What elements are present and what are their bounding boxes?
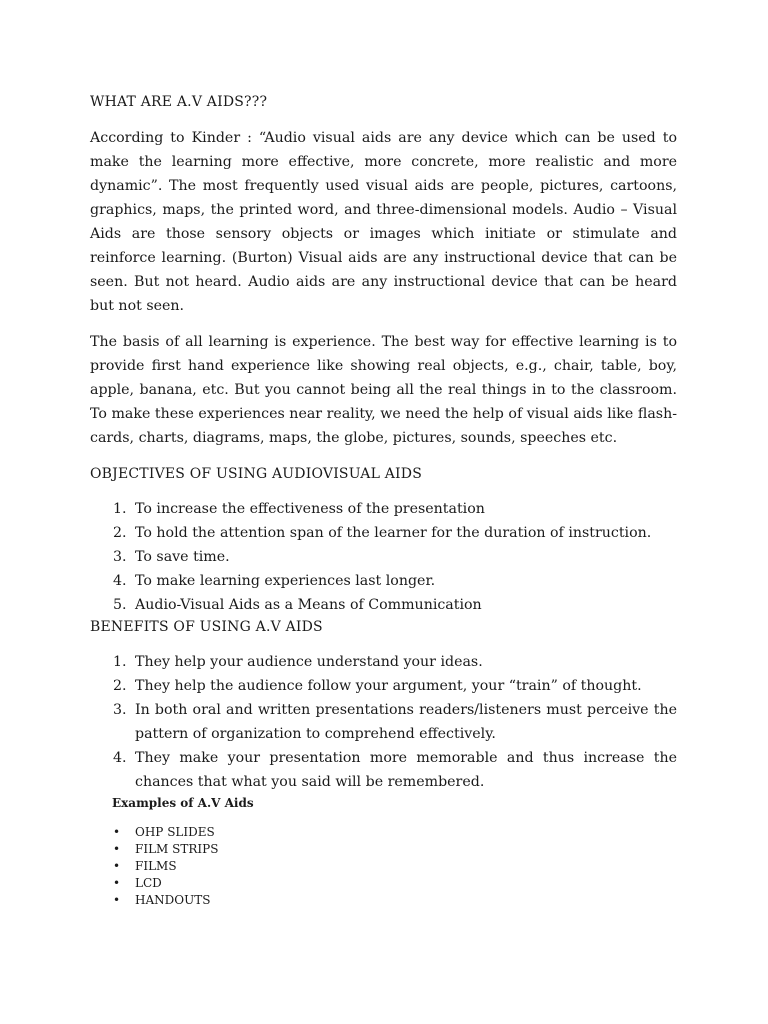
document-page	[90, 92, 677, 909]
example-item	[90, 892, 677, 909]
benefit-text: They help the audience follow your argument, your “train” of thought.	[135, 678, 642, 694]
example-text: HANDOUTS	[135, 893, 211, 907]
objective-text: Audio-Visual Aids as a Means of Communication	[135, 597, 482, 613]
bullet-icon: •	[113, 859, 121, 873]
benefit-item	[90, 698, 677, 746]
benefit-item	[90, 650, 677, 674]
paragraph-experience: The basis of all learning is experience. The best way for effective learning is to provide first hand experience like showing real objects, e.g., chair, table, boy, apple, banana, etc. But you cannot being all the real things in to the classroom. To make these experiences near reality, we need the help of visual aids like flash-cards, charts, diagrams, maps, the globe, pictures, sounds, speeches etc.	[90, 334, 677, 446]
benefits-heading: BENEFITS OF USING A.V AIDS	[90, 619, 323, 635]
examples-heading: Examples of A.V Aids	[112, 796, 254, 810]
benefit-text: In both oral and written presentations readers/listeners must perceive the pattern of organization to comprehend effectively.	[135, 702, 677, 742]
benefit-text: They help your audience understand your ideas.	[135, 654, 483, 670]
benefit-text: They make your presentation more memorable and thus increase the chances that what you said will be remembered.	[135, 750, 677, 790]
bullet-icon: •	[113, 893, 121, 907]
bullet-icon: •	[113, 842, 121, 856]
paragraph-definition: According to Kinder : “Audio visual aids are any device which can be used to make the learning more effective, more concrete, more realistic and more dynamic”. The most frequently used visual aids are people, pictures, cartoons, graphics, maps, the printed word, and three-dimensional models. Audio – Visual Aids are those sensory objects or images which initiate or stimulate and reinforce learning. (Burton) Visual aids are any instructional device that can be seen. But not heard. Audio aids are any instructional device that can be heard but not seen.	[90, 130, 677, 314]
benefits-list	[90, 650, 677, 794]
list-number: 1.	[113, 501, 127, 517]
examples-list	[90, 824, 677, 909]
objectives-list	[90, 497, 677, 617]
objective-item	[90, 497, 677, 521]
list-number: 1.	[113, 654, 127, 670]
list-number: 2.	[113, 525, 127, 541]
objective-text: To save time.	[135, 549, 230, 565]
objective-item	[90, 521, 677, 545]
list-number: 2.	[113, 678, 127, 694]
example-item	[90, 858, 677, 875]
objective-item	[90, 593, 677, 617]
benefit-item	[90, 674, 677, 698]
objective-text: To hold the attention span of the learner for the duration of instruction.	[135, 525, 652, 541]
list-number: 5.	[113, 597, 127, 613]
example-text: FILM STRIPS	[135, 842, 219, 856]
example-text: FILMS	[135, 859, 177, 873]
example-item	[90, 824, 677, 841]
list-number: 4.	[113, 750, 127, 766]
list-number: 3.	[113, 549, 127, 565]
example-item	[90, 875, 677, 892]
objectives-heading: OBJECTIVES OF USING AUDIOVISUAL AIDS	[90, 466, 423, 482]
list-number: 3.	[113, 702, 127, 718]
page-title: WHAT ARE A.V AIDS???	[90, 94, 268, 110]
objective-item	[90, 569, 677, 593]
benefit-item	[90, 746, 677, 794]
objective-item	[90, 545, 677, 569]
example-item	[90, 841, 677, 858]
example-text: OHP SLIDES	[135, 825, 215, 839]
list-number: 4.	[113, 573, 127, 589]
objective-text: To make learning experiences last longer.	[135, 573, 436, 589]
bullet-icon: •	[113, 825, 121, 839]
example-text: LCD	[135, 876, 162, 890]
bullet-icon: •	[113, 876, 121, 890]
objective-text: To increase the effectiveness of the presentation	[135, 501, 485, 517]
